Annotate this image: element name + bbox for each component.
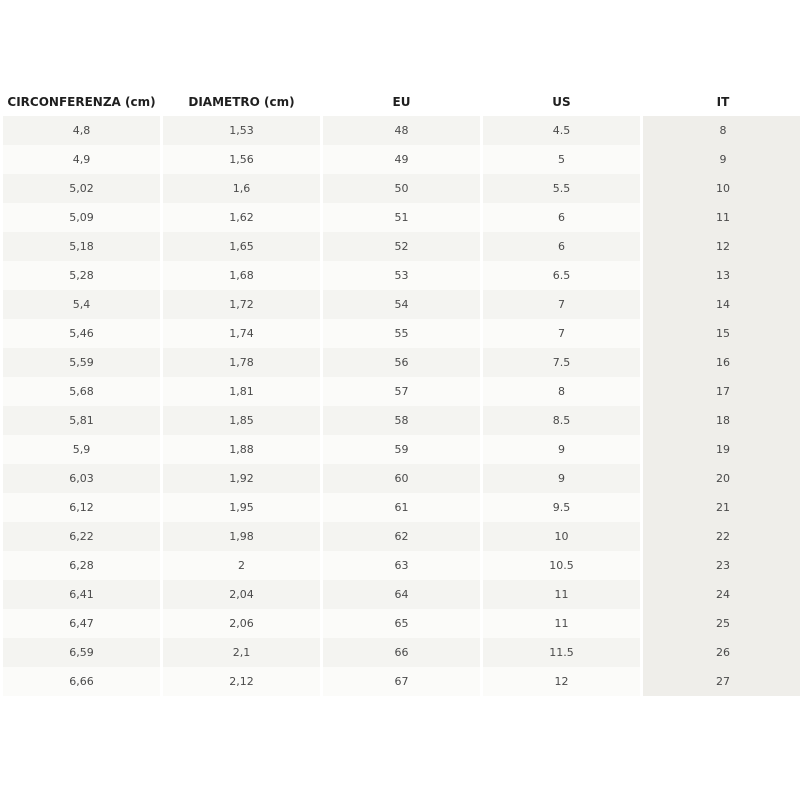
cell-eu: 67 (323, 667, 480, 696)
cell-eu: 62 (323, 522, 480, 551)
cell-diametro: 1,74 (163, 319, 320, 348)
header-diametro: DIAMETRO (cm) (188, 95, 295, 109)
cell-eu: 54 (323, 290, 480, 319)
cell-circonferenza: 6,22 (3, 522, 160, 551)
cell-diametro: 1,53 (163, 116, 320, 145)
cell-eu: 65 (323, 609, 480, 638)
cell-diametro: 1,92 (163, 464, 320, 493)
cell-us: 8 (483, 377, 640, 406)
cell-circonferenza: 5,02 (3, 174, 160, 203)
cell-it: 25 (643, 609, 800, 638)
cell-it: 24 (643, 580, 800, 609)
cell-eu: 64 (323, 580, 480, 609)
cell-diametro: 1,62 (163, 203, 320, 232)
table-row (3, 377, 800, 406)
cell-it: 9 (643, 145, 800, 174)
cell-eu: 53 (323, 261, 480, 290)
cell-it: 20 (643, 464, 800, 493)
cell-eu: 55 (323, 319, 480, 348)
cell-diametro: 2,1 (163, 638, 320, 667)
cell-us: 8.5 (483, 406, 640, 435)
cell-diametro: 1,88 (163, 435, 320, 464)
cell-it: 12 (643, 232, 800, 261)
cell-it: 10 (643, 174, 800, 203)
cell-us: 11.5 (483, 638, 640, 667)
cell-circonferenza: 4,8 (3, 116, 160, 145)
header-circonferenza: CIRCONFERENZA (cm) (7, 95, 156, 109)
header-it: IT (716, 95, 730, 109)
table-row (3, 667, 800, 696)
cell-eu: 50 (323, 174, 480, 203)
cell-us: 6.5 (483, 261, 640, 290)
cell-it: 8 (643, 116, 800, 145)
cell-it: 11 (643, 203, 800, 232)
cell-us: 7.5 (483, 348, 640, 377)
cell-circonferenza: 5,68 (3, 377, 160, 406)
table-row (3, 232, 800, 261)
cell-us: 12 (483, 667, 640, 696)
cell-us: 11 (483, 609, 640, 638)
cell-diametro: 1,78 (163, 348, 320, 377)
cell-us: 9.5 (483, 493, 640, 522)
cell-it: 17 (643, 377, 800, 406)
table-row (3, 464, 800, 493)
cell-it: 21 (643, 493, 800, 522)
cell-diametro: 1,98 (163, 522, 320, 551)
header-row (3, 88, 800, 116)
cell-circonferenza: 5,28 (3, 261, 160, 290)
cell-diametro: 2,04 (163, 580, 320, 609)
cell-it: 22 (643, 522, 800, 551)
cell-circonferenza: 5,81 (3, 406, 160, 435)
cell-us: 6 (483, 232, 640, 261)
cell-circonferenza: 6,66 (3, 667, 160, 696)
cell-diametro: 1,72 (163, 290, 320, 319)
cell-eu: 56 (323, 348, 480, 377)
cell-diametro: 2,06 (163, 609, 320, 638)
table-row (3, 435, 800, 464)
table-row (3, 348, 800, 377)
cell-circonferenza: 5,46 (3, 319, 160, 348)
cell-it: 27 (643, 667, 800, 696)
cell-us: 10 (483, 522, 640, 551)
cell-it: 16 (643, 348, 800, 377)
cell-diametro: 1,81 (163, 377, 320, 406)
cell-it: 26 (643, 638, 800, 667)
cell-circonferenza: 5,59 (3, 348, 160, 377)
cell-eu: 61 (323, 493, 480, 522)
cell-it: 13 (643, 261, 800, 290)
cell-us: 4.5 (483, 116, 640, 145)
cell-circonferenza: 6,41 (3, 580, 160, 609)
table-row (3, 493, 800, 522)
cell-circonferenza: 5,4 (3, 290, 160, 319)
cell-us: 6 (483, 203, 640, 232)
table-row (3, 551, 800, 580)
table-row (3, 145, 800, 174)
table-row (3, 203, 800, 232)
cell-diametro: 1,85 (163, 406, 320, 435)
cell-eu: 60 (323, 464, 480, 493)
cell-diametro: 1,95 (163, 493, 320, 522)
cell-diametro: 1,68 (163, 261, 320, 290)
cell-circonferenza: 6,03 (3, 464, 160, 493)
table-row (3, 580, 800, 609)
table-row (3, 261, 800, 290)
cell-circonferenza: 6,59 (3, 638, 160, 667)
cell-eu: 48 (323, 116, 480, 145)
cell-it: 23 (643, 551, 800, 580)
cell-eu: 63 (323, 551, 480, 580)
cell-us: 7 (483, 319, 640, 348)
cell-it: 19 (643, 435, 800, 464)
cell-eu: 49 (323, 145, 480, 174)
cell-diametro: 2,12 (163, 667, 320, 696)
table-row (3, 609, 800, 638)
cell-circonferenza: 6,28 (3, 551, 160, 580)
cell-circonferenza: 5,9 (3, 435, 160, 464)
header-us: US (552, 95, 571, 109)
table-row (3, 174, 800, 203)
cell-us: 9 (483, 464, 640, 493)
cell-us: 11 (483, 580, 640, 609)
table-row (3, 522, 800, 551)
table-row (3, 638, 800, 667)
cell-eu: 51 (323, 203, 480, 232)
table-row (3, 406, 800, 435)
cell-circonferenza: 5,18 (3, 232, 160, 261)
table-row (3, 116, 800, 145)
cell-circonferenza: 6,47 (3, 609, 160, 638)
cell-circonferenza: 6,12 (3, 493, 160, 522)
cell-circonferenza: 4,9 (3, 145, 160, 174)
cell-eu: 66 (323, 638, 480, 667)
cell-us: 10.5 (483, 551, 640, 580)
cell-us: 5 (483, 145, 640, 174)
cell-us: 9 (483, 435, 640, 464)
cell-it: 15 (643, 319, 800, 348)
cell-eu: 59 (323, 435, 480, 464)
cell-diametro: 1,56 (163, 145, 320, 174)
ring-size-table (0, 88, 800, 696)
cell-eu: 58 (323, 406, 480, 435)
cell-diametro: 2 (163, 551, 320, 580)
cell-circonferenza: 5,09 (3, 203, 160, 232)
cell-eu: 52 (323, 232, 480, 261)
header-eu: EU (392, 95, 411, 109)
cell-us: 5.5 (483, 174, 640, 203)
cell-diametro: 1,6 (163, 174, 320, 203)
table-row (3, 319, 800, 348)
cell-it: 18 (643, 406, 800, 435)
cell-us: 7 (483, 290, 640, 319)
cell-diametro: 1,65 (163, 232, 320, 261)
table-row (3, 290, 800, 319)
cell-it: 14 (643, 290, 800, 319)
cell-eu: 57 (323, 377, 480, 406)
